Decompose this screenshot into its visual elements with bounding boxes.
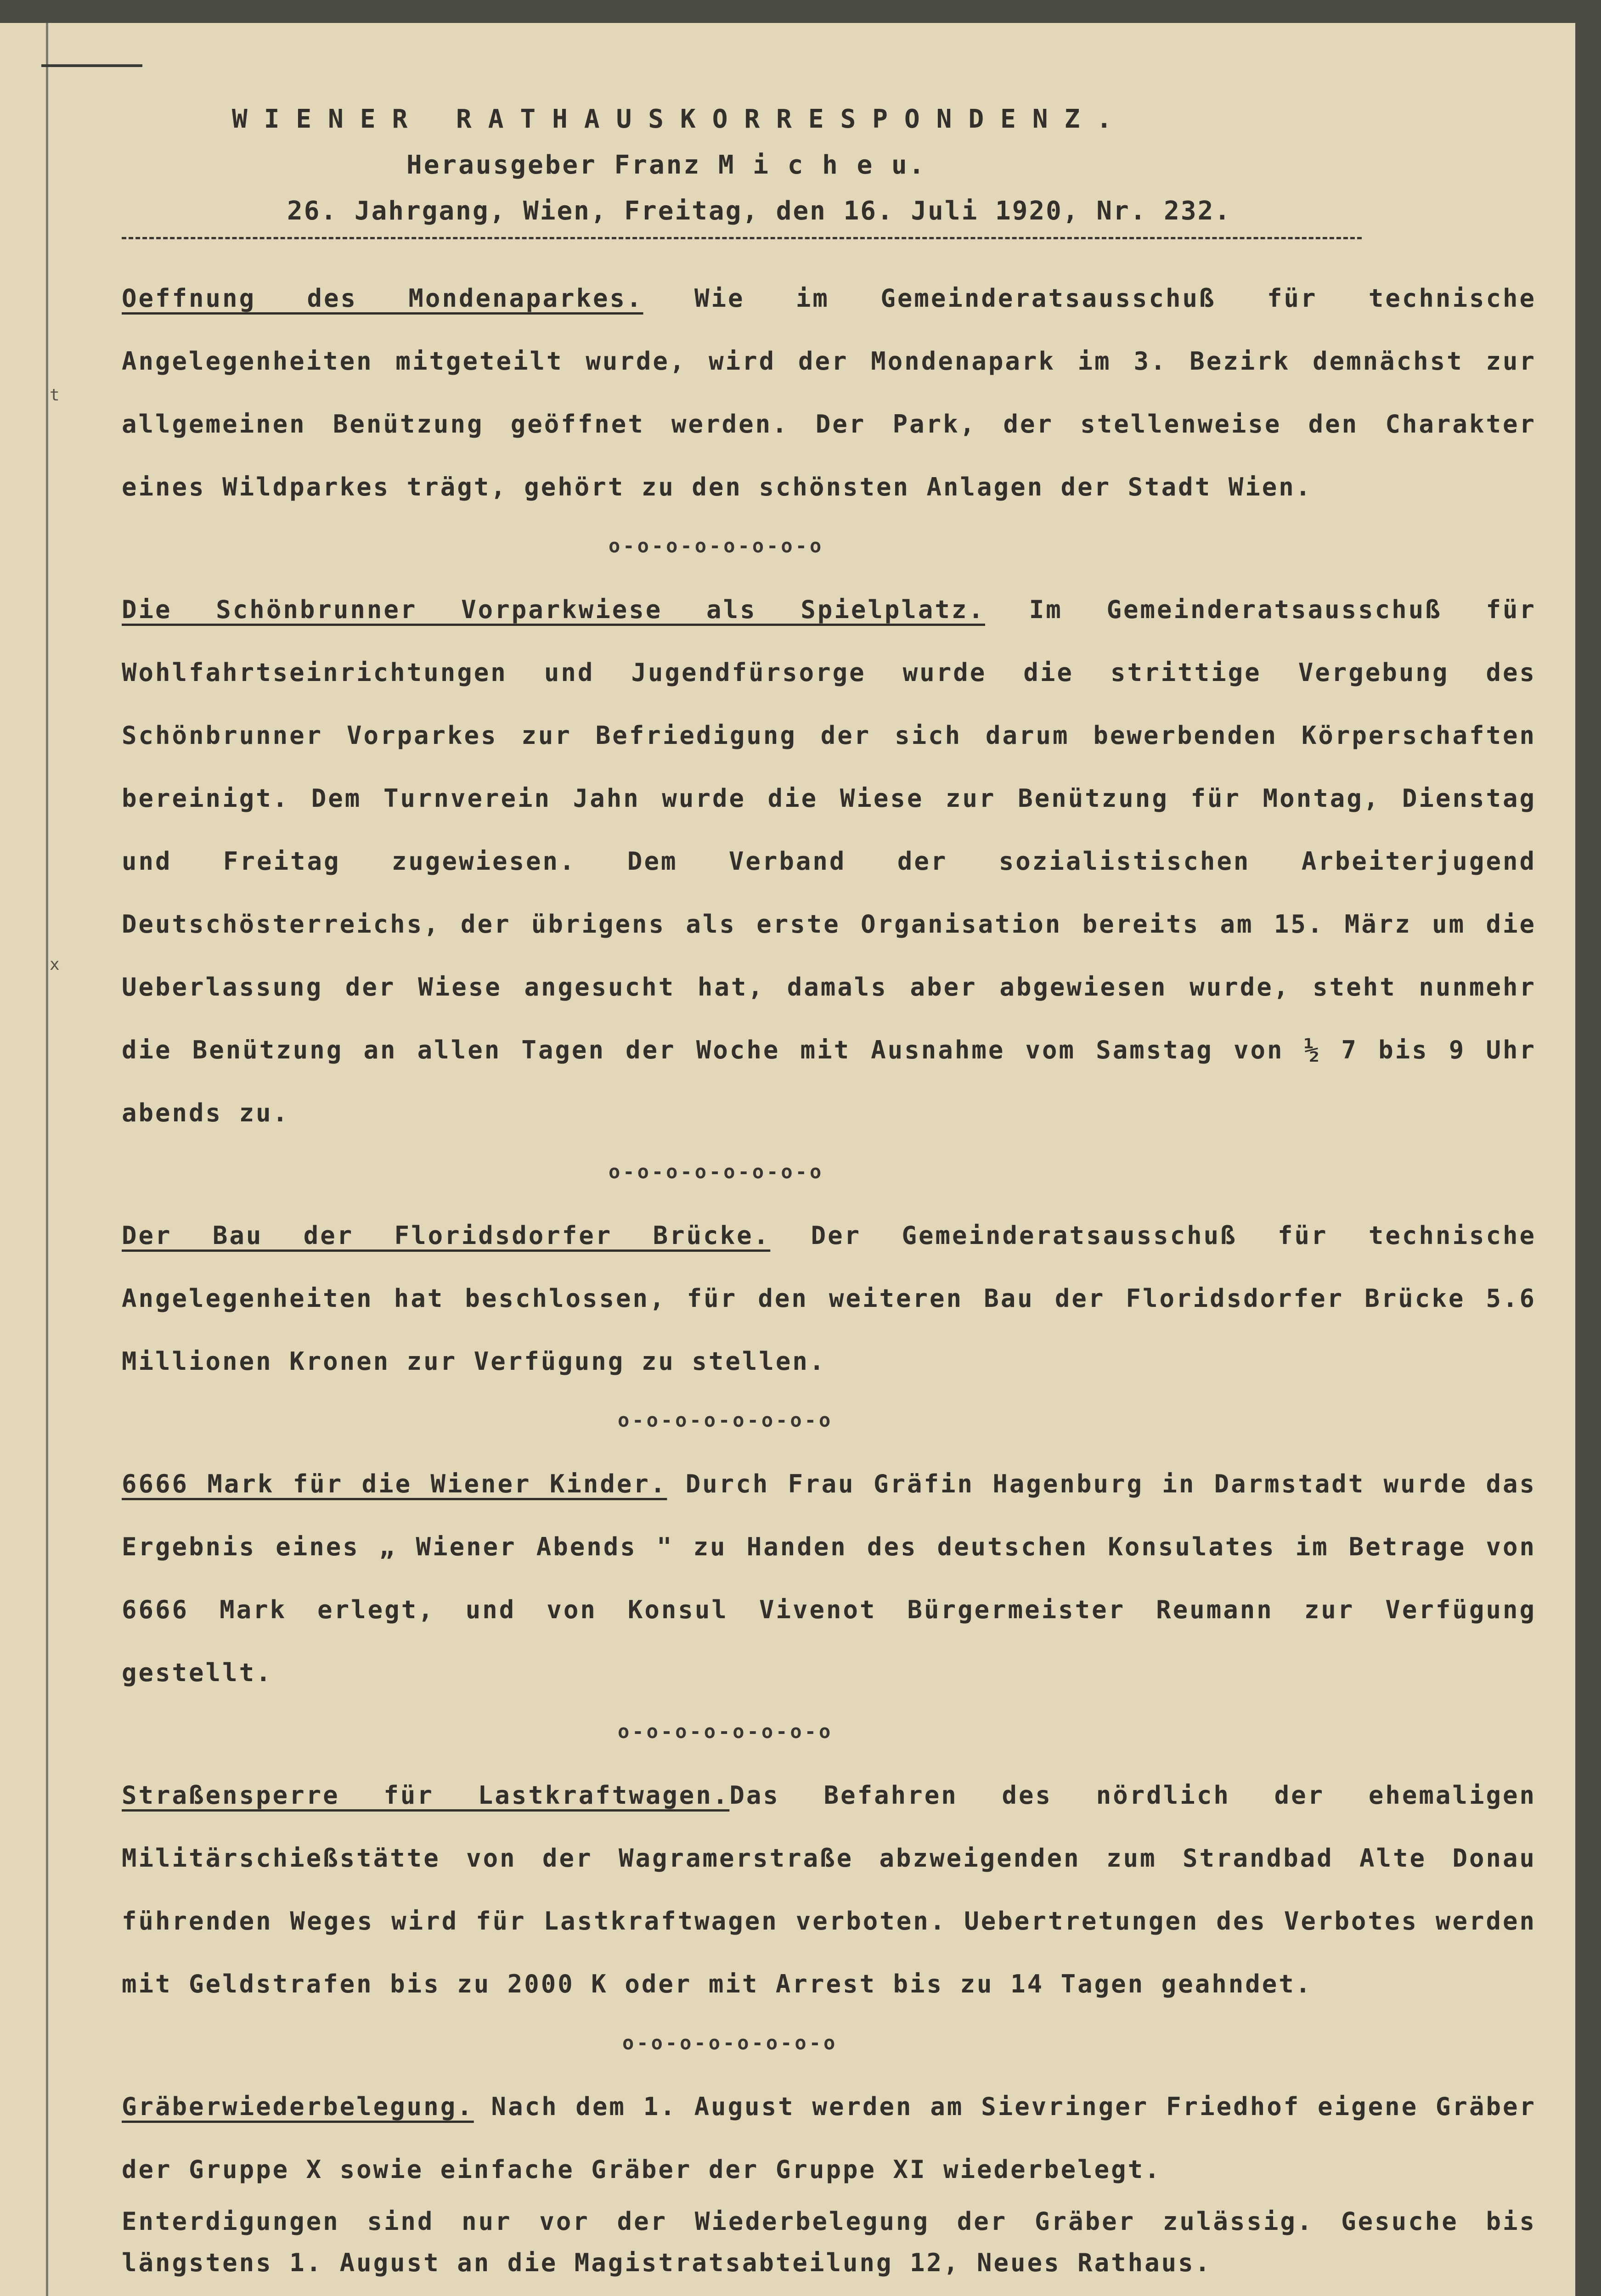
section-separator: o-o-o-o-o-o-o-o [618, 1720, 834, 1743]
document-sheet [0, 23, 1575, 2296]
document-body [122, 96, 1536, 2284]
article-mondenapark [122, 267, 1536, 518]
article-title: Straßensperre für Lastkraftwagen. [122, 1781, 730, 1810]
article-text: Das Befahren des nördlich der ehemaligen Militärschießstätte von der Wagramerstraße abzweigenden zum Strandbad Alte Donau führenden Weges wird für Lastkraftwagen verboten. Uebertretungen des Verbotes werden mit Geldstrafen bis zu 2000 K oder mit Arrest bis zu 14 Tagen geahndet. [122, 1781, 1536, 1998]
issue-line: 26. Jahrgang, Wien, Freitag, den 16. Juli 1920, Nr. 232. [287, 196, 1232, 226]
article-strassensperre [122, 1764, 1536, 2015]
section-separator: o-o-o-o-o-o-o-o [618, 1409, 834, 1431]
section-separator: o-o-o-o-o-o-o-o [622, 2032, 838, 2054]
left-margin-rule [46, 23, 48, 2296]
article-text: Im Gemeinderatsausschuß für Wohlfahrtseinrichtungen und Jugendfürsorge wurde die strittige Vergebung des Schönbrunner Vorparkes zur Befriedigung der sich darum bewerbenden Körperschaften bereinigt. Dem Turnverein Jahn wurde die Wiese zur Benützung für Montag, Dienstag und Freitag zugewiesen. Dem Verband der sozialistischen Arbeiterjugend Deutschösterreichs, der übrigens als erste Organisation bereits am 15. März um die Ueberlassung der Wiese angesucht hat, damals aber abgewiesen wurde, steht nunmehr die Benützung an allen Tagen der Woche mit Ausnahme vom Samstag von ½ 7 bis 9 Uhr abends zu. [122, 595, 1536, 1127]
article-graeberwiederbelegung [122, 2075, 1536, 2201]
masthead: WIENER RATHAUSKORRESPONDENZ. [232, 104, 1129, 134]
article-floridsdorfer-bruecke [122, 1204, 1536, 1393]
article-title: Oeffnung des Mondenaparkes. [122, 284, 643, 313]
section-separator: o-o-o-o-o-o-o-o [609, 1160, 824, 1183]
publisher-line: Herausgeber Franz M i c h e u. [406, 150, 926, 180]
article-text: Nach dem 1. August werden am Sievringer Friedhof eigene Gräber der Gruppe X sowie einfache Gräber der Gruppe XI wiederbelegt. [122, 2092, 1536, 2184]
article-text: Der Gemeinderatsausschuß für technische Angelegenheiten hat beschlossen, für den weiteren Bau der Floridsdorfer Brücke 5.6 Millionen Kronen zur Verfügung zu stellen. [122, 1221, 1536, 1376]
article-text-tail: Enterdigungen sind nur vor der Wiederbelegung der Gräber zulässig. Gesuche bis längstens 1. August an die Magistratsabteilung 12, Neues Rathaus. [122, 2207, 1536, 2277]
article-text: Durch Frau Gräfin Hagenburg in Darmstadt wurde das Ergebnis eines „ Wiener Abends " zu Handen des deutschen Konsulates im Betrage von 6666 Mark erlegt, und von Konsul Vivenot Bürgermeister Reumann zur Verfügung gestellt. [122, 1469, 1536, 1687]
article-title: Gräberwiederbelegung. [122, 2092, 474, 2121]
article-title: 6666 Mark für die Wiener Kinder. [122, 1469, 667, 1498]
article-text: Wie im Gemeinderatsausschuß für technische Angelegenheiten mitgeteilt wurde, wird der Mondenapark im 3. Bezirk demnächst zur allgemeinen Benützung geöffnet werden. Der Park, der stellenweise den Charakter eines Wildparkes trägt, gehört zu den schönsten Anlagen der Stadt Wien. [122, 284, 1536, 501]
article-title: Die Schönbrunner Vorparkwiese als Spielplatz. [122, 595, 985, 624]
article-title: Der Bau der Floridsdorfer Brücke. [122, 1221, 771, 1250]
header-rule [122, 237, 1362, 239]
gutter-mark-t: t [50, 386, 60, 405]
article-vorparkwiese [122, 578, 1536, 1144]
section-separator: o-o-o-o-o-o-o-o [609, 535, 824, 557]
corner-mark [41, 64, 142, 67]
gutter-mark-x: x [50, 955, 60, 974]
article-wiener-kinder [122, 1452, 1536, 1704]
